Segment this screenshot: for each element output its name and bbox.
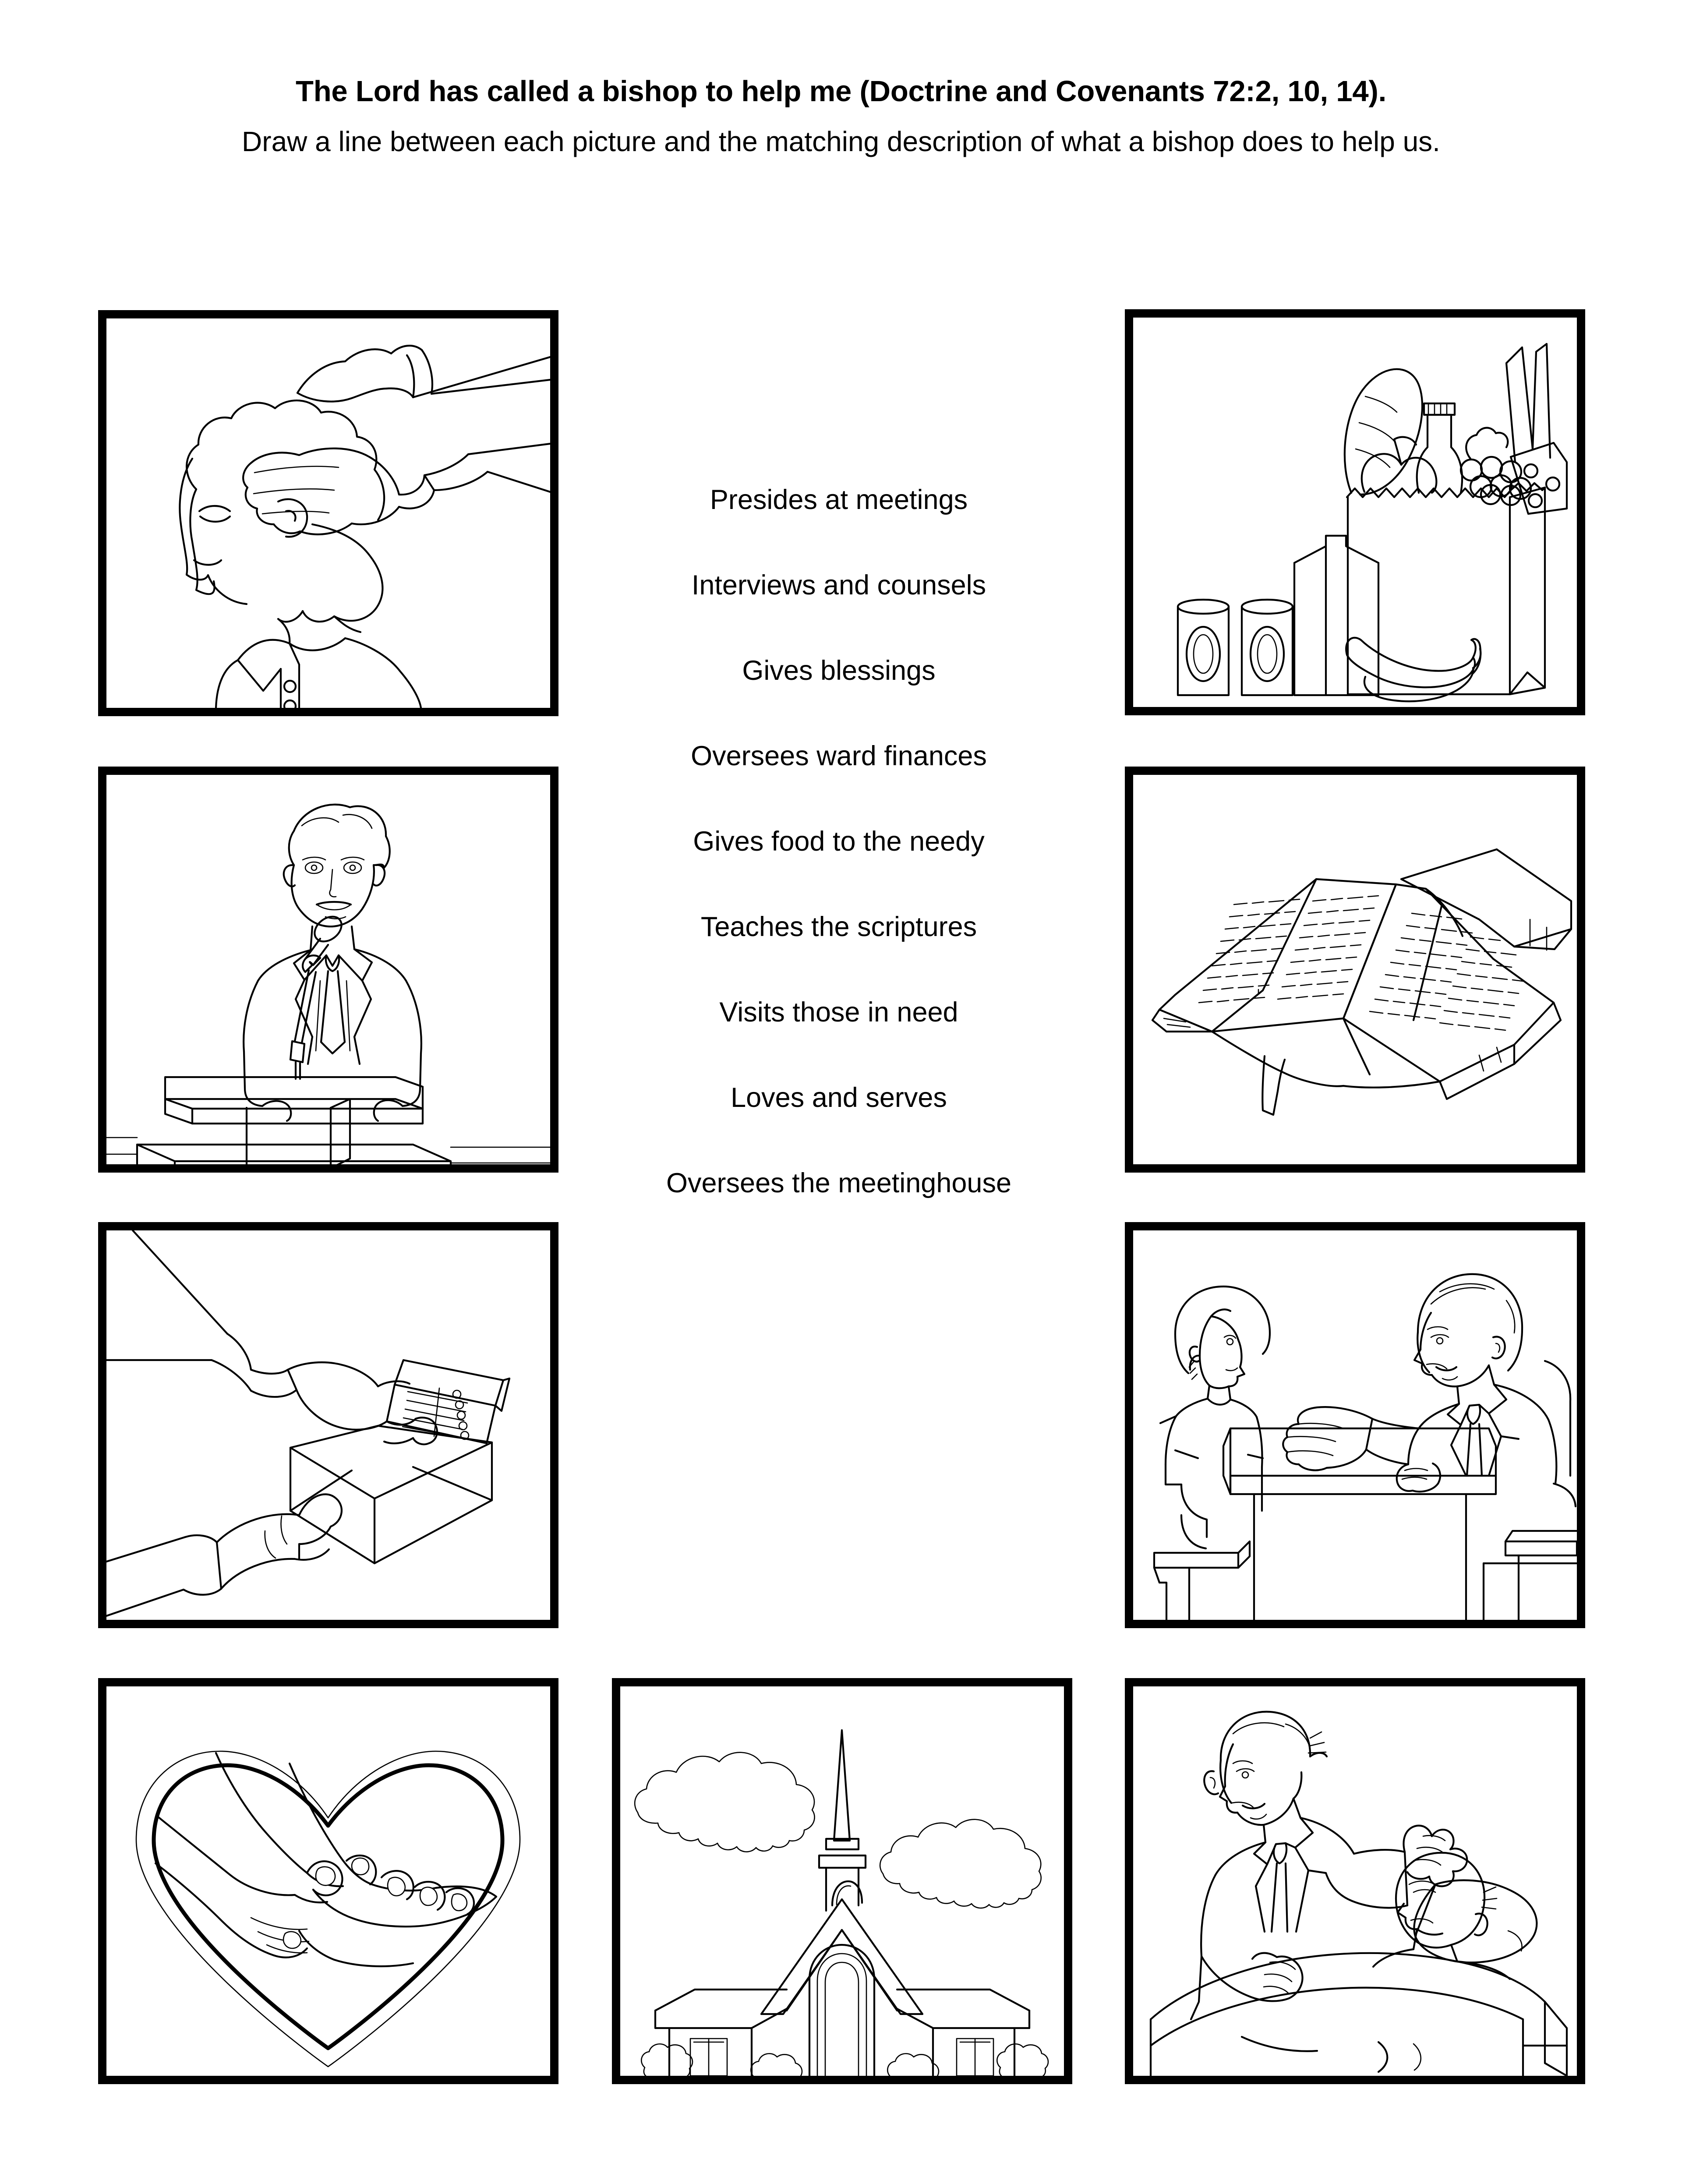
page-title: The Lord has called a bishop to help me (Doctrine and Covenants 72:2, 10, 14). [295, 75, 1387, 108]
picture-panel-scriptures[interactable] [1125, 767, 1585, 1173]
description-item-interviews-and-counsels[interactable]: Interviews and counsels [691, 570, 986, 601]
description-item-oversees-ward-finances[interactable]: Oversees ward finances [691, 741, 987, 771]
description-list [583, 486, 1095, 1197]
pulpit-speaker-illustration [106, 775, 550, 1164]
tithing-envelope-illustration [106, 1230, 550, 1620]
bishop-interview-illustration [1133, 1230, 1577, 1620]
picture-panel-heart-hands[interactable] [98, 1678, 558, 2084]
description-item-loves-and-serves[interactable]: Loves and serves [731, 1082, 947, 1113]
description-item-teaches-the-scriptures[interactable]: Teaches the scriptures [700, 912, 977, 942]
picture-panel-pulpit[interactable] [98, 767, 558, 1173]
picture-panel-blessing[interactable] [98, 310, 558, 716]
description-item-visits-those-in-need[interactable]: Visits those in need [719, 997, 958, 1028]
groceries-illustration [1133, 318, 1577, 707]
bedside-visit-illustration [1133, 1686, 1577, 2076]
description-item-presides-at-meetings[interactable]: Presides at meetings [710, 484, 968, 515]
meetinghouse-illustration [620, 1686, 1064, 2076]
picture-panel-meetinghouse[interactable] [612, 1678, 1072, 2084]
instructions-text: Draw a line between each picture and the matching description of what a bishop does to help us. [242, 126, 1440, 158]
picture-panel-sick-visit[interactable] [1125, 1678, 1585, 2084]
picture-panel-interview[interactable] [1125, 1222, 1585, 1628]
picture-panel-tithing[interactable] [98, 1222, 558, 1628]
heart-clasped-hands-illustration [106, 1686, 550, 2076]
picture-panel-groceries[interactable] [1125, 309, 1585, 715]
description-item-gives-blessings[interactable]: Gives blessings [742, 655, 936, 686]
blessing-illustration [106, 318, 550, 708]
description-item-oversees-the-meetinghouse[interactable]: Oversees the meetinghouse [666, 1168, 1011, 1198]
worksheet-header [0, 0, 1682, 158]
open-scriptures-illustration [1133, 775, 1577, 1164]
description-item-gives-food-to-the-needy[interactable]: Gives food to the needy [693, 826, 985, 857]
